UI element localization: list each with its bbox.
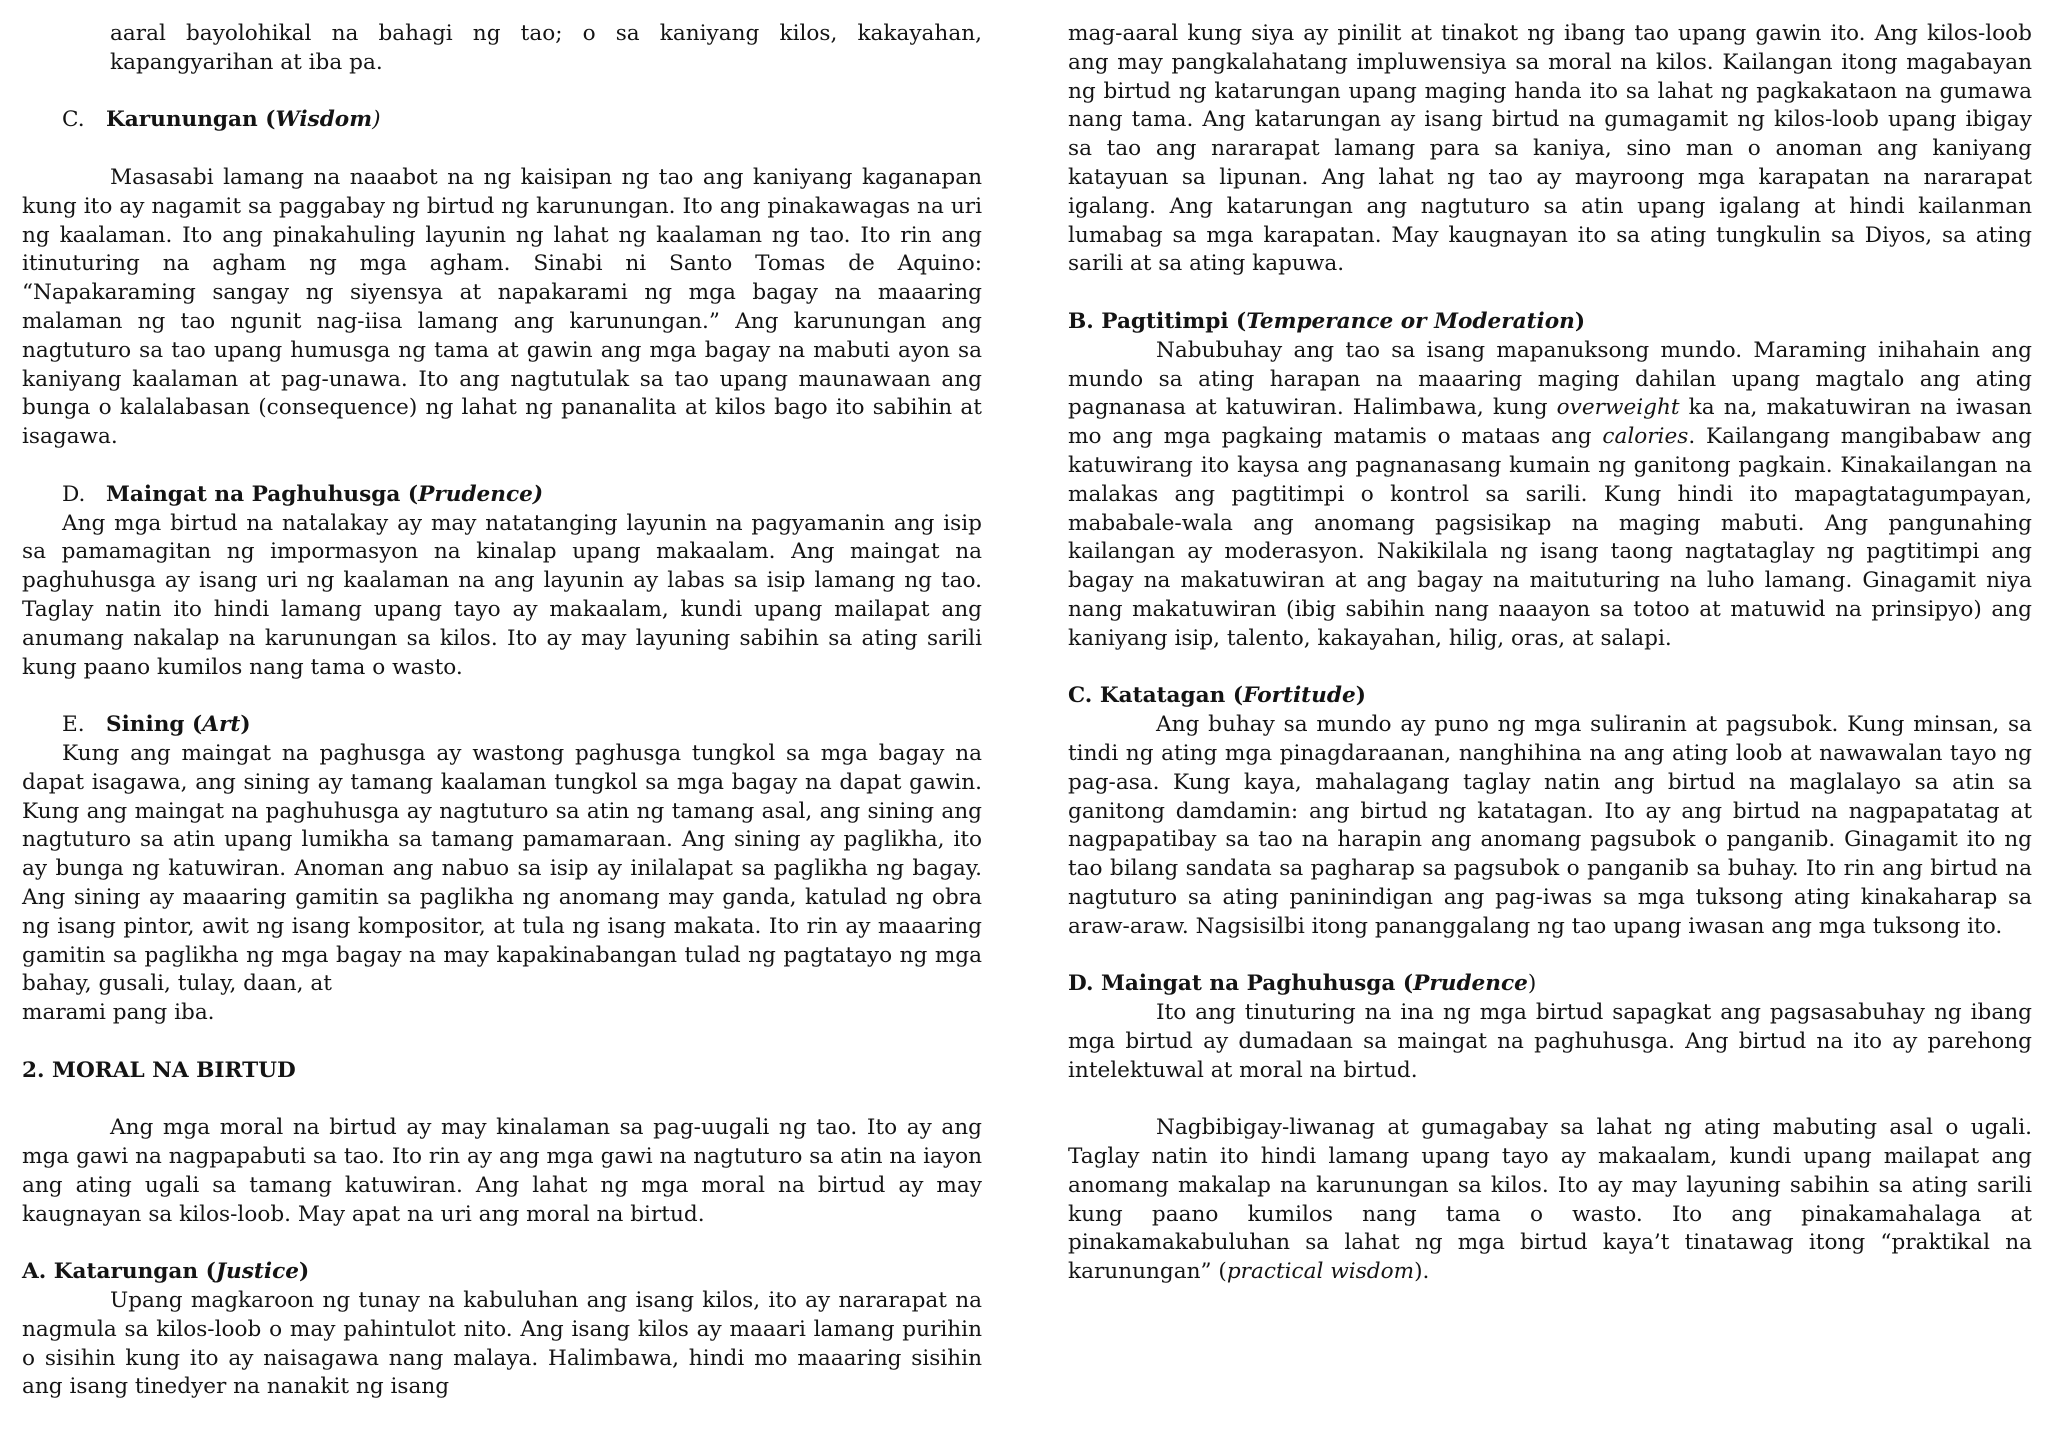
- sining-paragraph-tail: marami pang iba.: [22, 1000, 215, 1026]
- karunungan-paragraph: Masasabi lamang na naaabot na ng kaisipan ng tao ang kaniyang kaganapan kung ito ay nagamit sa paggabay ng birtud ng karunungan. Ito ang pinakawagas na uri ng kaalaman. Ito ang pinakahuling layunin ng lahat ng kaalaman ng tao. Ito rin ang itinuturing na agham ng mga agham. Sinabi ni Santo Tomas de Aquino: “Napakaraming sangay ng siyensya at napakarami ng mga bagay na maaaring malaman ng tao ngunit nag-iisa lamang ang karunungan.” Ang karunungan ang nagtuturo sa tao upang humusga ng tama at gawin ang mga bagay na mabuti ayon sa kaniyang kaalaman at pag-unawa. Ito ang nagtutulak sa tao upang maunawaan ang bunga o kalalabasan (consequence) ng lahat ng pananalita at kilos bago ito sabihin at isagawa.: [22, 164, 982, 450]
- intro-paragraph: aaral bayolohikal na bahagi ng tao; o sa kaniyang kilos, kakayahan, kapangyarihan at iba pa.: [110, 21, 982, 75]
- section-heading-katarungan: A. Katarungan (Justice): [22, 1259, 310, 1285]
- left-column: [22, 20, 982, 1402]
- section-letter: C.: [62, 107, 85, 133]
- katatagan-paragraph: Ang buhay sa mundo ay puno ng mga suliranin at pagsubok. Kung minsan, sa tindi ng ating mga pinagdaraanan, nanghihina na ang ating loob at nawawalan tayo ng pag-asa. Kung kaya, mahalagang taglay natin ang birtud na maglalayo sa atin sa ganitong damdamin: ang birtud ng katatagan. Ito ay ang birtud na nagpapatatag at nagpapatibay sa tao na harapin ang anomang pagsubok o panganib. Ginagamit ito ng tao bilang sandata sa pagharap sa pagsubok o panganib sa buhay. Ito rin ang birtud na nagtuturo sa ating paninindigan ang pag-iwas sa mga tuksong ating kinakaharap sa araw-araw. Nagsisilbi itong pananggalang ng tao upang iwasan ang mga tuksong ito.: [1068, 712, 2032, 939]
- section-heading-karunungan: C. Karunungan (Wisdom): [22, 106, 982, 135]
- section-letter: D.: [62, 481, 86, 507]
- section-heading-maingat: D. Maingat na Paghuhusga (Prudence): [1068, 971, 1537, 997]
- maingat-paragraph-2: Nagbibigay-liwanag at gumagabay sa lahat ng ating mabuting asal o ugali. Taglay natin ito hindi lamang upang tayo ay makaalam, kundi upang mailapat ang anomang makalap na karunungan sa kilos. Ito ay may layuning sabihin sa ating sarili kung paano kumilos nang tama o wasto. Ito ang pinakamahalaga at pinakamakabuluhan sa lahat ng mga birtud kaya’t tinatawag itong “praktikal na karunungan” (practical wisdom).: [1068, 1115, 2032, 1285]
- katarungan-paragraph: Upang magkaroon ng tunay na kabuluhan ang isang kilos, ito ay nararapat na nagmula sa kilos-loob o may pahintulot nito. Ang isang kilos ay maaari lamang purihin o sisihin kung ito ay naisagawa nang malaya. Halimbawa, hindi mo maaaring sisihin ang isang tinedyer na nanakit ng isang: [22, 1288, 982, 1400]
- right-column: [1068, 20, 2032, 1287]
- moral-na-birtud-paragraph: Ang mga moral na birtud ay may kinalaman sa pag-uugali ng tao. Ito ay ang mga gawi na nagpapabuti sa tao. Ito rin ay ang mga gawi na nagtuturo sa atin na iayon ang ating ugali sa tamang katuwiran. Ang lahat ng mga moral na birtud ay may kaugnayan sa kilos-loob. May apat na uri ang moral na birtud.: [22, 1115, 982, 1227]
- section-heading-katatagan: C. Katatagan (Fortitude): [1068, 683, 1366, 709]
- sining-paragraph: Kung ang maingat na paghusga ay wastong paghusga tungkol sa mga bagay na dapat isagawa, ang sining ay tamang kaalaman tungkol sa mga bagay na dapat gawin. Kung ang maingat na paghuhusga ay nagtuturo sa atin ng tamang asal, ang sining ang nagtuturo sa atin upang lumikha sa tamang pamamaraan. Ang sining ay paglikha, ito ay bunga ng katuwiran. Anoman ang nabuo sa isip ay inilalapat sa paglikha ng bagay. Ang sining ay maaaring gamitin sa paglikha ng anomang may ganda, katulad ng obra ng isang pintor, awit ng isang kompositor, at tula ng isang makata. Ito rin ay maaaring gamitin sa paglikha ng mga bagay na may kapakinabangan tulad ng pagtatayo ng mga bahay, gusali, tulay, daan, at: [22, 740, 982, 997]
- section-heading-pagtitimpi: B. Pagtitimpi (Temperance or Moderation): [1068, 308, 1586, 334]
- katarungan-continuation: mag-aaral kung siya ay pinilit at tinakot ng ibang tao upang gawin ito. Ang kilos-loob ang may pangkalahatang impluwensiya sa moral na kilos. Kailangan itong magabayan ng birtud ng katarungan upang maging handa ito sa lahat ng pagkakataon na gumawa nang tama. Ang katarungan ay isang birtud na gumagamit ng kilos-loob upang ibigay sa tao ang nararapat lamang para sa kaniya, sino man o anoman ang kaniyang katayuan sa lipunan. Ang lahat ng tao ay mayroong mga karapatan na nararapat igalang. Ang katarungan ang nagtuturo sa atin upang igalang at hindi kailanman lumabag sa mga karapatan. May kaugnayan ito sa ating tungkulin sa Diyos, sa ating sarili at sa ating kapuwa.: [1068, 21, 2032, 277]
- section-letter: E.: [62, 712, 85, 738]
- prudence-paragraph: Ang mga birtud na natalakay ay may natatanging layunin na pagyamanin ang isip sa pamamagitan ng impormasyon na kinalap upang makaalam. Ang maingat na paghuhusga ay isang uri ng kaalaman na ang layunin ay labas sa isip lamang ng tao. Taglay natin ito hindi lamang upang tayo ay makaalam, kundi upang mailapat ang anumang nakalap na karunungan sa kilos. Ito ay may layuning sabihin sa ating sarili kung paano kumilos nang tama o wasto.: [22, 510, 982, 680]
- maingat-paragraph: Ito ang tinuturing na ina ng mga birtud sapagkat ang pagsasabuhay ng ibang mga birtud ay dumadaan sa maingat na paghuhusga. Ang birtud na ito ay parehong intelektuwal at moral na birtud.: [1068, 1000, 2032, 1083]
- pagtitimpi-paragraph: Nabubuhay ang tao sa isang mapanuksong mundo. Maraming inihahain ang mundo sa ating harapan na maaaring maging dahilan upang magtalo ang ating pagnanasa at katuwiran. Halimbawa, kung overweight ka na, makatuwiran na iwasan mo ang mga pagkaing matamis o mataas ang calories. Kailangang mangibabaw ang katuwirang ito kaysa ang pagnanasang kumain ng ganitong pagkain. Kinakailangan na malakas ang pagtitimpi o kontrol sa sarili. Kung hindi ito mapagtatagumpayan, mababale-wala ang anomang pagsisikap na maging mabuti. Ang pangunahing kailangan ay moderasyon. Nakikilala ng isang taong nagtataglay ng pagtitimpi ang bagay na makatuwiran at ang bagay na maituturing na luho lamang. Ginagamit niya nang makatuwiran (ibig sabihin nang naaayon sa totoo at matuwid na prinsipyo) ang kaniyang isip, talento, kakayahan, hilig, oras, at salapi.: [1068, 337, 2032, 651]
- section-heading-sining: E. Sining (Art): [22, 711, 982, 740]
- moral-na-birtud-heading: 2. MORAL NA BIRTUD: [22, 1057, 296, 1083]
- section-heading-prudence: D. Maingat na Paghuhusga (Prudence): [22, 481, 982, 510]
